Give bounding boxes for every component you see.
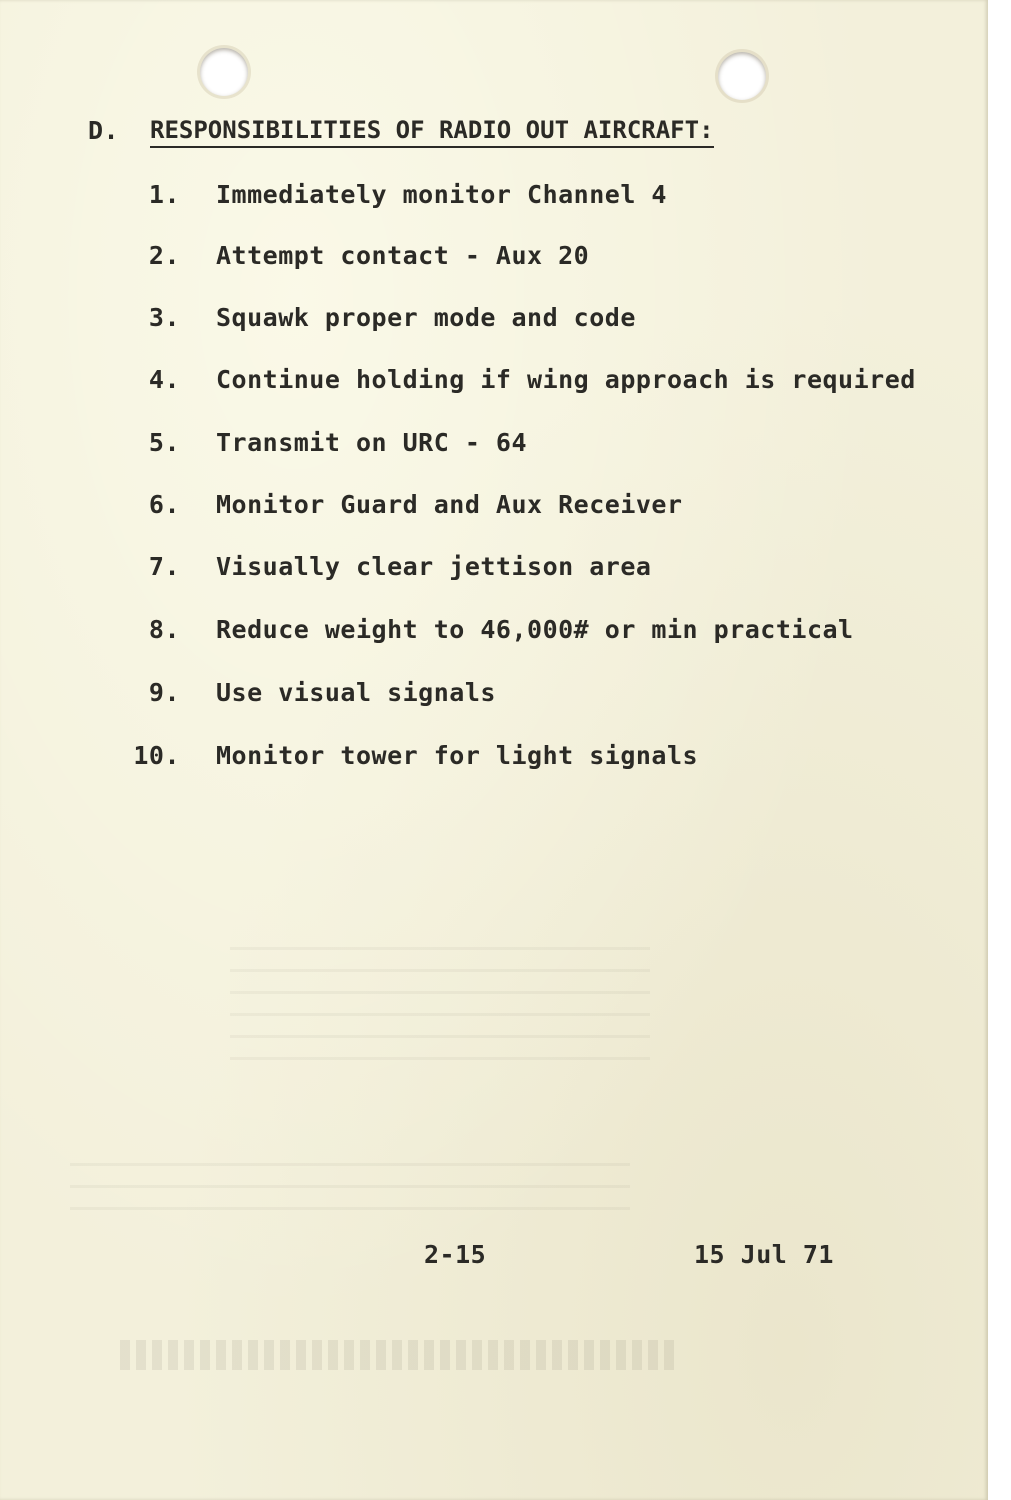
item-text: Monitor Guard and Aux Receiver xyxy=(216,490,683,519)
item-number: 3. xyxy=(148,303,180,332)
item-number: 4. xyxy=(148,365,180,394)
item-number: 6. xyxy=(148,490,180,519)
item-number: 1. xyxy=(148,180,180,209)
item-number: 7. xyxy=(148,552,180,581)
punch-hole-right xyxy=(718,52,766,100)
item-text: Immediately monitor Channel 4 xyxy=(216,180,667,209)
item-text: Attempt contact - Aux 20 xyxy=(216,241,590,270)
item-text: Transmit on URC - 64 xyxy=(216,428,528,457)
item-text: Squawk proper mode and code xyxy=(216,303,636,332)
item-text: Reduce weight to 46,000# or min practical xyxy=(216,615,854,644)
item-number: 10. xyxy=(133,741,180,770)
punch-hole-left xyxy=(200,48,248,96)
item-number: 8. xyxy=(148,615,180,644)
page-number: 2-15 xyxy=(424,1240,487,1269)
bleed-through-texture xyxy=(70,1150,630,1210)
item-text: Continue holding if wing approach is required xyxy=(216,365,916,394)
item-text: Use visual signals xyxy=(216,678,496,707)
item-text: Visually clear jettison area xyxy=(216,552,652,581)
bleed-through-texture xyxy=(120,1340,680,1370)
bleed-through-texture xyxy=(230,940,650,1060)
revision-date: 15 Jul 71 xyxy=(694,1240,834,1269)
item-text: Monitor tower for light signals xyxy=(216,741,699,770)
section-letter: D. xyxy=(88,116,120,145)
section-title: RESPONSIBILITIES OF RADIO OUT AIRCRAFT: xyxy=(150,116,714,148)
item-number: 5. xyxy=(148,428,180,457)
item-number: 9. xyxy=(148,678,180,707)
item-number: 2. xyxy=(148,241,180,270)
